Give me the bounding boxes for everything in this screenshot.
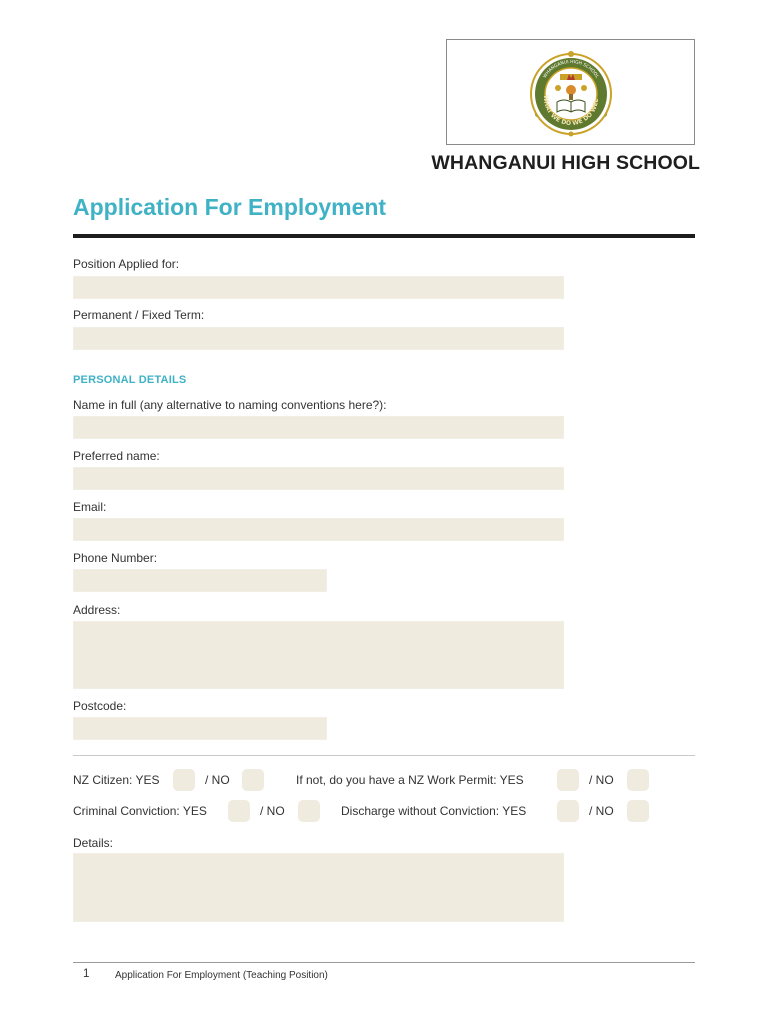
- criminal-conviction-yes-checkbox[interactable]: [228, 800, 250, 822]
- nz-citizen-yes-checkbox[interactable]: [173, 769, 195, 791]
- discharge-label: Discharge without Conviction: YES: [341, 804, 527, 818]
- work-permit-no-label: / NO: [589, 773, 614, 787]
- nz-citizen-label: NZ Citizen: YES: [73, 773, 160, 787]
- section-divider: [73, 755, 695, 756]
- section-personal-details: PERSONAL DETAILS: [73, 374, 187, 386]
- nz-citizen-no-checkbox[interactable]: [242, 769, 264, 791]
- school-logo-box: [446, 39, 695, 145]
- discharge-yes-checkbox[interactable]: [557, 800, 579, 822]
- work-permit-no-checkbox[interactable]: [627, 769, 649, 791]
- work-permit-yes-checkbox[interactable]: [557, 769, 579, 791]
- details-field[interactable]: [73, 853, 564, 922]
- work-permit-label: If not, do you have a NZ Work Permit: YES: [296, 773, 524, 787]
- position-label: Position Applied for:: [73, 257, 180, 271]
- svg-text:WHANGANUI HIGH SCHOOL: WHANGANUI HIGH SCHOOL: [542, 59, 600, 80]
- postcode-label: Postcode:: [73, 699, 127, 713]
- title-divider: [73, 234, 695, 238]
- address-field[interactable]: [73, 621, 564, 689]
- school-crest-icon: [447, 40, 694, 144]
- criminal-conviction-no-label: / NO: [260, 804, 285, 818]
- preferred-name-field[interactable]: [73, 467, 564, 490]
- term-field[interactable]: [73, 327, 564, 350]
- preferred-name-label: Preferred name:: [73, 449, 160, 463]
- email-label: Email:: [73, 500, 107, 514]
- name-field[interactable]: [73, 416, 564, 439]
- phone-label: Phone Number:: [73, 551, 158, 565]
- address-label: Address:: [73, 603, 121, 617]
- svg-text:WHAT WE DO WE DO WELL: WHAT WE DO WE DO WEL: [541, 94, 601, 128]
- position-field[interactable]: [73, 276, 564, 299]
- criminal-conviction-label: Criminal Conviction: YES: [73, 804, 207, 818]
- discharge-no-label: / NO: [589, 804, 614, 818]
- nz-citizen-no-label: / NO: [205, 773, 230, 787]
- discharge-no-checkbox[interactable]: [627, 800, 649, 822]
- phone-field[interactable]: [73, 569, 327, 592]
- postcode-field[interactable]: [73, 717, 327, 740]
- footer-text: Application For Employment (Teaching Position): [115, 970, 328, 981]
- details-label: Details:: [73, 836, 114, 850]
- footer-rule: [73, 962, 695, 963]
- email-field[interactable]: [73, 518, 564, 541]
- school-name: WHANGANUI HIGH SCHOOL: [431, 152, 700, 174]
- page-number: 1: [83, 968, 90, 980]
- term-label: Permanent / Fixed Term:: [73, 308, 205, 322]
- criminal-conviction-no-checkbox[interactable]: [298, 800, 320, 822]
- page-title: Application For Employment: [73, 194, 387, 220]
- name-label: Name in full (any alternative to naming conventions here?):: [73, 398, 387, 412]
